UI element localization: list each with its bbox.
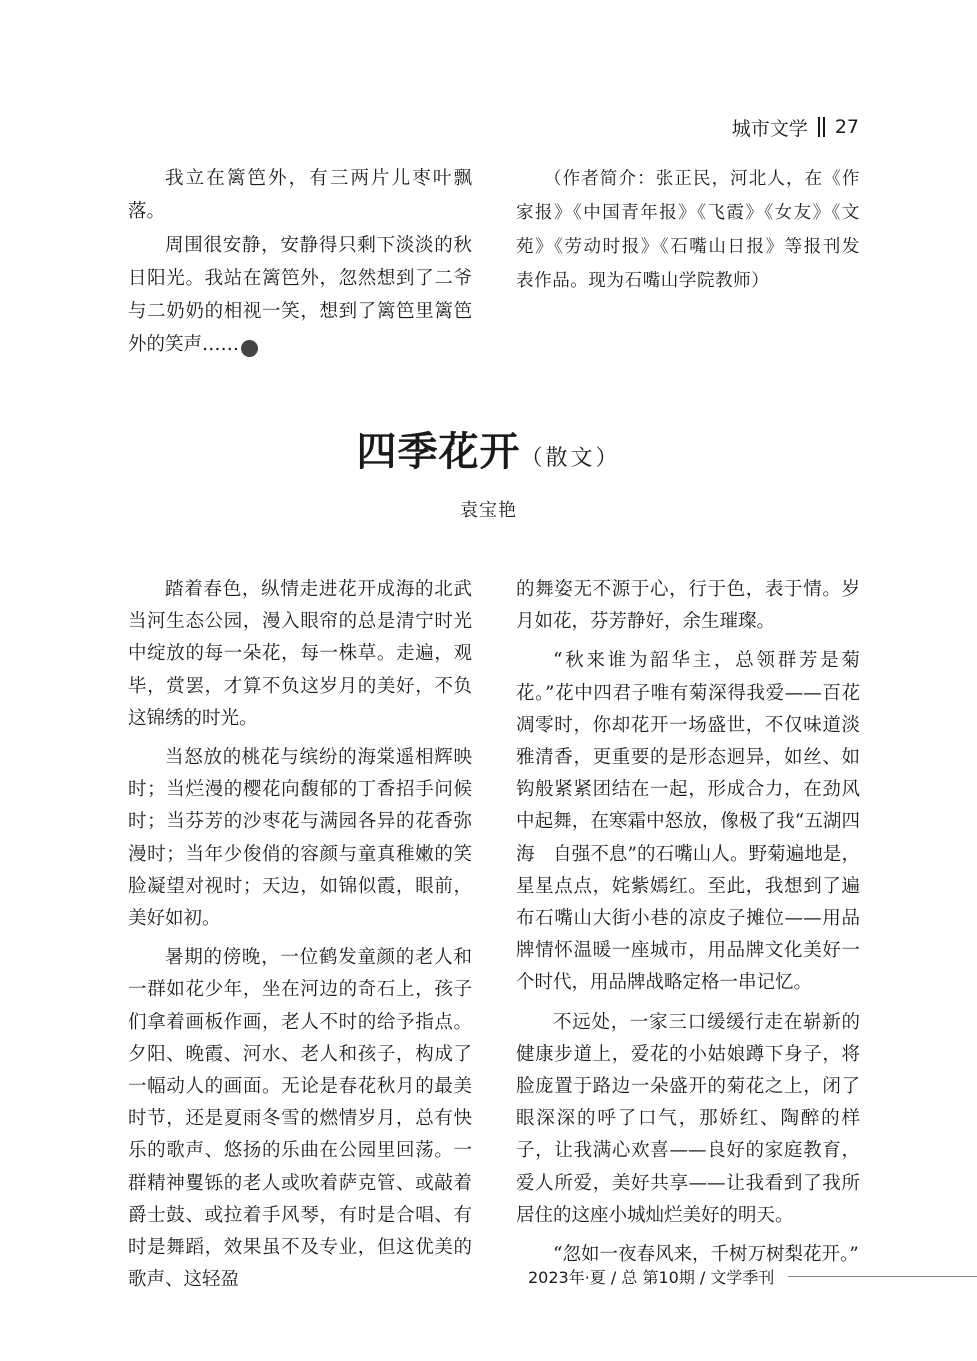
paragraph-text: 周围很安静，安静得只剩下淡淡的秋日阳光。我站在篱笆外，忽然想到了二爷与二奶奶的相视一笑，想到了篱笆里篱笆外的笑声…… — [128, 234, 472, 356]
author-bio — [516, 162, 860, 298]
footer-rule — [788, 1276, 977, 1277]
section-name: 城市文学 — [731, 117, 808, 140]
author-bio-text: （作者简介：张正民，河北人，在《作家报》《中国青年报》《飞霞》《女友》《文苑》《劳动时报》《石嘴山日报》等报刊发表作品。现为石嘴山学院教师） — [516, 169, 860, 291]
article-title — [0, 420, 977, 477]
paragraph — [128, 229, 472, 362]
paragraph: 暑期的傍晚，一位鹤发童颜的老人和一群如花少年，坐在河边的奇石上，孩子们拿着画板作画，老人不时的给予指点。夕阳、晚霞、河水、老人和孩子，构成了一幅动人的画面。无论是春花秋月的最美时节，还是夏雨冬雪的燃情岁月，总有快乐的歌声、悠扬的乐曲在公园里回荡。一群精神矍铄的老人或吹着萨克管、或敲着爵士鼓、或拉着手风琴，有时是合唱、有时是舞蹈，效果虽不及专业，但这优美的歌声、这轻盈 — [128, 947, 472, 1291]
paragraph-continuation: 的舞姿无不源于心，行于色，表于情。岁月如花，芬芳静好，余生璀璨。 — [516, 579, 860, 633]
paragraph: “秋来谁为韶华主，总领群芳是菊花。”花中四君子唯有菊深得我爱——百花凋零时，你却花开一场盛世，不仅味道淡雅清香，更重要的是形态迥异，如丝、如钩般紧紧团结在一起，形成合力，在劲风中起舞，在寒霜中怒放，像极了我“五湖四海 自强不息”的石嘴山人。野菊遍地是，星星点点，姹紫嫣红。至此，我想到了遍布石嘴山大街小巷的凉皮子摊位——用品牌情怀温暖一座城市，用品牌文化美好一个时代，用品牌战略定格一串记忆。 — [516, 650, 860, 994]
article-column-right — [516, 574, 860, 1278]
end-mark-icon: 完 — [241, 340, 258, 357]
page-footer — [528, 1264, 977, 1288]
running-header — [732, 113, 859, 141]
issue-info: 2023年·夏 / 总 第10期 / 文学季刊 — [528, 1267, 775, 1287]
paragraph: 我立在篱笆外，有三两片儿枣叶飘落。 — [128, 168, 472, 223]
title-main: 四季花开 — [356, 429, 521, 475]
previous-article-ending — [128, 162, 472, 362]
page-number: 27 — [834, 116, 859, 138]
article-author: 袁宝艳 — [460, 500, 517, 521]
paragraph: “忽如一夜春风来，千树万树梨花开。” — [553, 1244, 859, 1266]
paragraph: 当怒放的桃花与缤纷的海棠遥相辉映时；当烂漫的樱花向馥郁的丁香招手问候时；当芬芳的沙枣花与满园各异的花香弥漫时；当年少俊俏的容颜与童真稚嫩的笑脸凝望对视时；天边，如锦似霞，眼前，美好如初。 — [128, 747, 472, 930]
header-separator — [818, 117, 825, 137]
article-column-left — [128, 574, 472, 1303]
title-genre: （散文） — [520, 446, 621, 471]
paragraph: 不远处，一家三口缓缓行走在崭新的健康步道上，爱花的小姑娘蹲下身子，将脸庞置于路边一朵盛开的菊花之上，闭了眼深深的呼了口气，那娇红、陶醉的样子，让我满心欢喜——良好的家庭教育，爱人所爱，美好共享——让我看到了我所居住的这座小城灿烂美好的明天。 — [516, 1011, 860, 1226]
paragraph: 踏着春色，纵情走进花开成海的北武当河生态公园，漫入眼帘的总是清宁时光中绽放的每一朵花，每一株草。走遍，观毕，赏罢，才算不负这岁月的美好，不负这锦绣的时光。 — [128, 579, 472, 729]
